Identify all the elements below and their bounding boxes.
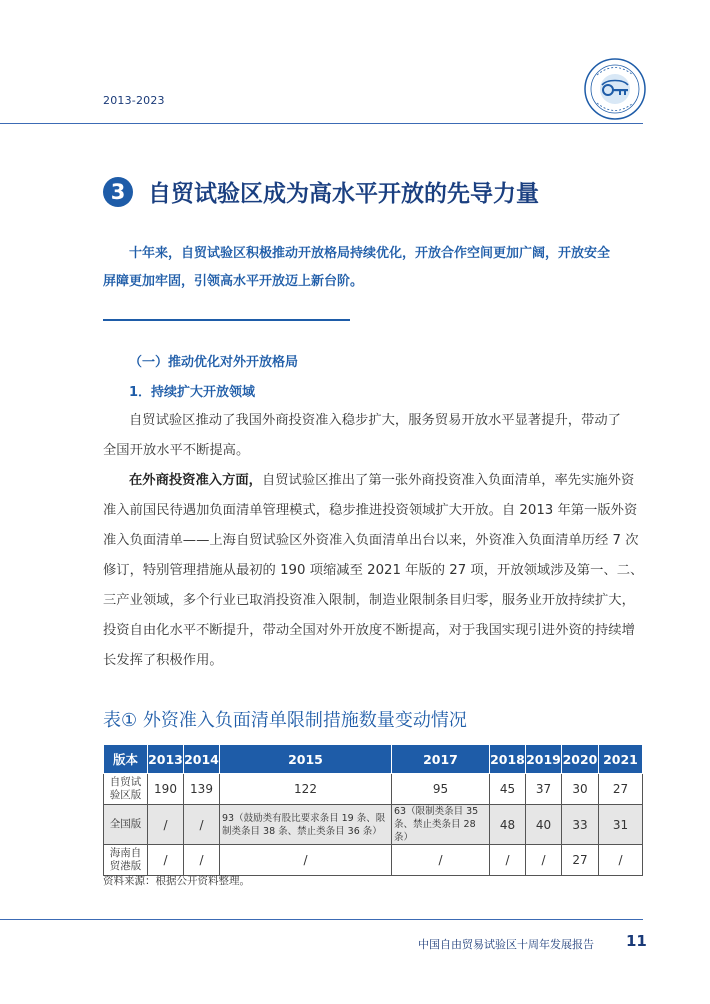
table-cell: 48 — [490, 805, 526, 845]
table-cell: / — [220, 845, 392, 876]
table-header-row — [104, 745, 643, 774]
table-cell: 93（鼓励类有股比要求条目 19 条、限制类条目 38 条、禁止类条目 36 条） — [220, 805, 392, 845]
page-number: 11 — [626, 932, 647, 950]
lead-paragraph — [103, 240, 643, 296]
negative-list-table — [103, 744, 643, 876]
table-cell: 95 — [392, 774, 490, 805]
think-tank-logo — [583, 57, 647, 121]
text-line: 准入负面清单——上海自贸试验区外资准入负面清单出台以来，外资准入负面清单历经 7 次 — [103, 533, 639, 548]
inline-emphasis: 在外商投资准入方面， — [129, 473, 262, 488]
table-header-cell: 2014 — [184, 745, 220, 774]
table-cell: / — [148, 805, 184, 845]
lead-divider — [103, 319, 350, 321]
subsection-heading: （一）推动优化对外开放格局 — [129, 355, 299, 370]
body-paragraph-2 — [103, 466, 648, 676]
table-cell: / — [490, 845, 526, 876]
table-cell: 27 — [562, 845, 599, 876]
table-cell: 37 — [526, 774, 562, 805]
table-header-cell: 2020 — [562, 745, 599, 774]
header-rule — [0, 123, 643, 124]
table-row — [104, 805, 643, 845]
table-header-cell: 2019 — [526, 745, 562, 774]
inline-text: 自贸试验区推出了第一张外商投资准入负面清单，率先实施外资 — [261, 473, 635, 488]
table-cell: 27 — [599, 774, 643, 805]
table-header-cell: 2021 — [599, 745, 643, 774]
text-line — [103, 466, 648, 496]
footer-title: 中国自由贸易试验区十周年发展报告 — [418, 938, 594, 951]
table-header-cell: 版本 — [104, 745, 148, 774]
section-title: 自贸试验区成为高水平开放的先导力量 — [148, 181, 539, 207]
body-paragraph-1 — [103, 406, 648, 466]
row-label: 海南自贸港版 — [104, 845, 148, 876]
table-cell: 139 — [184, 774, 220, 805]
table-header-cell: 2015 — [220, 745, 392, 774]
table-cell: / — [184, 805, 220, 845]
footer-rule — [0, 919, 643, 920]
text-line: 长发挥了积极作用。 — [103, 653, 223, 668]
section-number-badge: 3 — [103, 177, 133, 207]
table-cell: 31 — [599, 805, 643, 845]
header-years: 2013-2023 — [103, 94, 165, 107]
text-line: 修订，特别管理措施从最初的 190 项缩减至 2021 年版的 27 项，开放领域涉及第一、二、 — [103, 563, 644, 578]
text-line: 准入前国民待遇加负面清单管理模式，稳步推进投资领域扩大开放。自 2013 年第一版外资 — [103, 503, 638, 518]
table-cell: 33 — [562, 805, 599, 845]
table-title: 表① 外资准入负面清单限制措施数量变动情况 — [103, 710, 467, 731]
table-cell: 45 — [490, 774, 526, 805]
table-cell: 63（限制类条目 35 条、禁止类条目 28 条） — [392, 805, 490, 845]
table-header-cell: 2017 — [392, 745, 490, 774]
table-header-cell: 2018 — [490, 745, 526, 774]
table-cell: 30 — [562, 774, 599, 805]
row-label: 自贸试验区版 — [104, 774, 148, 805]
table-cell: / — [526, 845, 562, 876]
table-cell: 122 — [220, 774, 392, 805]
text-line: 全国开放水平不断提高。 — [103, 443, 250, 458]
table-cell: / — [392, 845, 490, 876]
table-row — [104, 845, 643, 876]
text-line: 自贸试验区推动了我国外商投资准入稳步扩大，服务贸易开放水平显著提升，带动了 — [129, 413, 621, 428]
table-cell: 190 — [148, 774, 184, 805]
subsubsection-heading: 1．持续扩大开放领域 — [129, 385, 256, 400]
table-header-cell: 2013 — [148, 745, 184, 774]
table-cell: / — [148, 845, 184, 876]
table-cell: / — [184, 845, 220, 876]
row-label: 全国版 — [104, 805, 148, 845]
table-source-note: 资料来源：根据公开资料整理。 — [103, 875, 250, 887]
table-cell: 40 — [526, 805, 562, 845]
text-line: 投资自由化水平不断提升，带动全国对外开放度不断提高，对于我国实现引进外资的持续增 — [103, 623, 635, 638]
text-line: 三产业领域，多个行业已取消投资准入限制，制造业限制条目归零，服务业开放持续扩大， — [103, 593, 635, 608]
lead-line: 十年来，自贸试验区积极推动开放格局持续优化，开放合作空间更加广阔，开放安全 — [129, 246, 611, 261]
table-row — [104, 774, 643, 805]
lead-line: 屏障更加牢固，引领高水平开放迈上新台阶。 — [103, 274, 364, 289]
table-cell: / — [599, 845, 643, 876]
